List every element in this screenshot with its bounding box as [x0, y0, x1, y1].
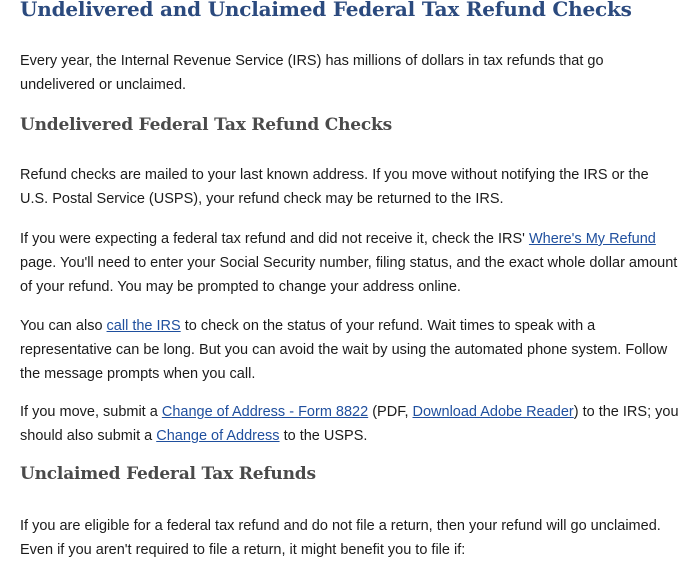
text: page. You'll need to enter your Social Security number, filing status, and the exact whole dollar amount of your refund. You may be prompted to change your address online. [20, 255, 678, 295]
paragraph-unclaimed-refunds: If you are eligible for a federal tax refund and do not file a return, then your refund will go unclaimed. Even if you aren't required to file a return, it might benefit you to file if: [20, 518, 661, 558]
intro-paragraph: Every year, the Internal Revenue Service (IRS) has millions of dollars in tax refunds that go undelivered or unclaimed. [20, 53, 604, 93]
download-adobe-reader-link[interactable]: Download Adobe Reader [412, 404, 574, 420]
section-heading-unclaimed: Unclaimed Federal Tax Refunds [20, 464, 316, 484]
form-8822-link[interactable]: Change of Address - Form 8822 [161, 404, 369, 420]
paragraph-call-irs [20, 314, 680, 386]
text: If you move, submit a [20, 404, 162, 420]
paragraph-wheres-my-refund [20, 227, 680, 299]
paragraph-refund-checks-mailed: Refund checks are mailed to your last known address. If you move without notifying the IRS or the U.S. Postal Service (USPS), your refund check may be returned to the IRS. [20, 167, 649, 207]
text: ) to the IRS; you should also submit a [20, 404, 679, 444]
text: If you were expecting a federal tax refund and did not receive it, check the IRS' [20, 231, 529, 247]
text: to check on the status of your refund. Wait times to speak with a representative can be long. But you can avoid the wait by using the automated phone system. Follow the message prompts when you call. [20, 318, 668, 382]
text: (PDF, [368, 404, 413, 420]
call-the-irs-link[interactable]: call the IRS [106, 318, 181, 334]
paragraph-change-of-address [20, 400, 680, 448]
section-heading-undelivered: Undelivered Federal Tax Refund Checks [20, 115, 392, 135]
text: to the USPS. [279, 428, 368, 444]
wheres-my-refund-link[interactable]: Where's My Refund [528, 231, 656, 247]
page-title: Undelivered and Unclaimed Federal Tax Refund Checks [20, 0, 632, 21]
usps-change-of-address-link[interactable]: Change of Address [156, 428, 280, 444]
text: You can also [20, 318, 107, 334]
